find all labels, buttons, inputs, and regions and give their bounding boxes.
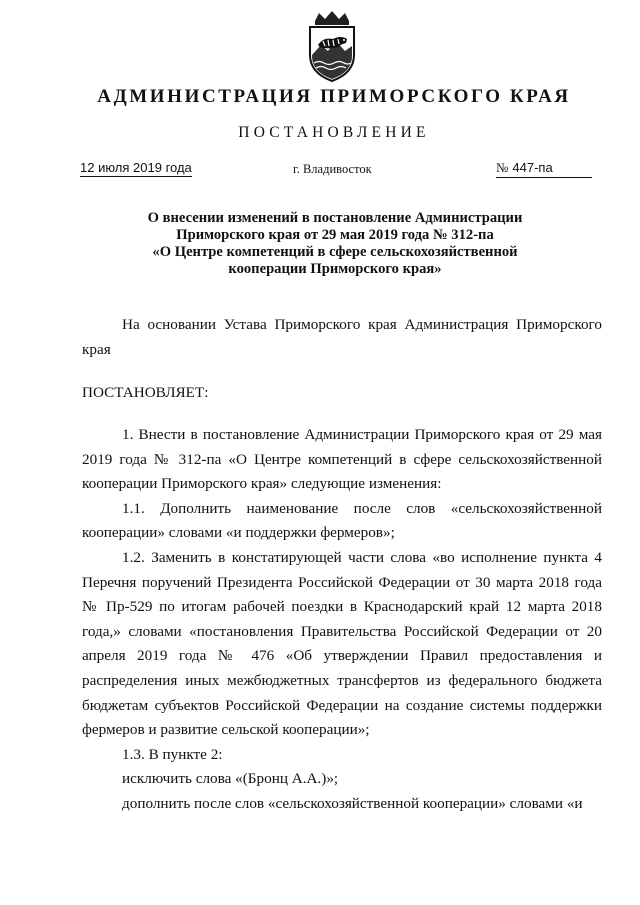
item-paragraph: дополнить после слов «сельскохозяйственной кооперации» словами «и bbox=[122, 794, 583, 812]
basis-paragraph: На основании Устава Приморского края Администрация Приморского края bbox=[82, 316, 602, 358]
decree-heading: ПОСТАНОВЛЯЕТ: bbox=[82, 384, 209, 401]
item-paragraph: 1.2. Заменить в констатирующей части слова «во исполнение пункта 4 Перечня поручений Президента Российской Федерации от 30 марта 2018 года № Пр-529 по итогам рабочей поездки в Краснодарский край 12 марта 2018 года,» словами «постановления Правительства Российской Федерации от 20 апреля 2019 года № 476 «Об утверждении Правил предоставления и распределения иных межбюджетных трансфертов из федерального бюджета бюджетам субъектов Российской Федерации на создание системы поддержки фермеров и развитие сельской кооперации»; bbox=[82, 548, 602, 739]
decree-items bbox=[82, 423, 602, 817]
document-date: 12 июля 2019 года bbox=[80, 160, 192, 175]
subject-line: «О Центре компетенций в сфере сельскохозяйственной bbox=[152, 244, 518, 260]
document-type: ПОСТАНОВЛЕНИЕ bbox=[238, 124, 430, 141]
number-sign: № bbox=[496, 160, 509, 175]
document-number bbox=[496, 160, 592, 178]
document-city: г. Владивосток bbox=[293, 162, 372, 176]
item-paragraph: 1.3. В пункте 2: bbox=[122, 745, 223, 763]
organization-title: АДМИНИСТРАЦИЯ ПРИМОРСКОГО КРАЯ bbox=[97, 86, 571, 107]
subject-line: О внесении изменений в постановление Администрации bbox=[147, 210, 523, 226]
subject-line: Приморского края от 29 мая 2019 года № 312-па bbox=[176, 227, 494, 243]
item-paragraph: 1.1. Дополнить наименование после слов «сельскохозяйственной кооперации» словами «и поддержки фермеров»; bbox=[82, 499, 602, 542]
number-value: 447-па bbox=[512, 160, 553, 175]
document-subject bbox=[140, 210, 530, 278]
item-paragraph: 1. Внести в постановление Администрации Приморского края от 29 мая 2019 года № 312-па «О Центре компетенций в сфере сельскохозяйственной кооперации Приморского края» следующие изменения: bbox=[82, 426, 602, 493]
item-paragraph: исключить слова «(Бронц А.А.)»; bbox=[122, 770, 339, 788]
subject-line: кооперации Приморского края» bbox=[228, 261, 442, 277]
coat-of-arms-icon bbox=[301, 11, 363, 83]
